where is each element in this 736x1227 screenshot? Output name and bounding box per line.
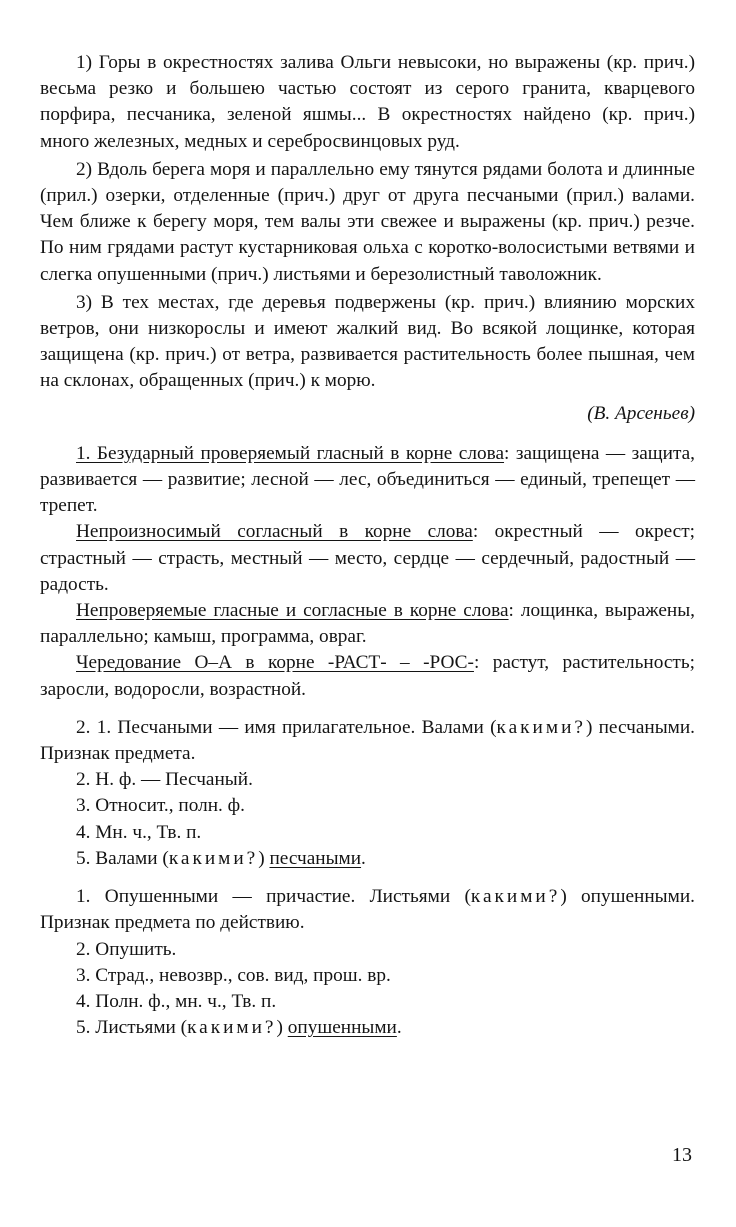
analysis-line: 2. Н. ф. — Песчаный. [76, 769, 253, 791]
analysis-line: 5. Валами (какими?) песчаными. [76, 847, 366, 869]
spelling-rule [40, 650, 695, 702]
rule-title: Чередование О–А в корне -РАСТ- – -РОС- [76, 652, 474, 674]
question-word: какими? [168, 847, 259, 869]
morphological-analysis-adjective [40, 715, 695, 872]
analysis-line: 3. Относит., полн. ф. [76, 795, 245, 817]
spelling-rule [40, 441, 695, 520]
analysis-line: 3. Страд., невозвр., сов. вид, прош. вр. [76, 964, 391, 986]
analysis-line: 1. Опушенными — причастие. Листьями (какими?) опушенными. Признак предмета по действию. [40, 886, 695, 934]
text-paragraph-1: 1) Горы в окрестностях залива Ольги невысоки, но выражены (кр. прич.) весьма резко и большею частью состоят из серого гранита, кварцевого порфира, песчаника, зеленой яшмы... В окрестностях найдено (кр. прич.) много железных, медных и серебросвинцовых руд. [40, 52, 695, 152]
rule-title: 1. Безударный проверяемый гласный в корне слова [76, 442, 505, 464]
question-word: какими? [187, 1017, 277, 1039]
analysis-line: 5. Листьями (какими?) опушенными. [76, 1017, 402, 1039]
analysis-line: 2. Опушить. [76, 938, 177, 960]
spelling-rule [40, 519, 695, 598]
morphological-analysis-participle [40, 884, 695, 1041]
underlined-word: опушенными [287, 1017, 397, 1039]
rule-examples: : окрестный — окрест; страстный — страсть, местный — место, сердце — сердечный, радостный — радость. [40, 521, 695, 595]
text-paragraph-2: 2) Вдоль берега моря и параллельно ему тянутся рядами болота и длинные (прил.) озерки, отделенные (прич.) друг от друга песчаными (прил.) валами. Чем ближе к берегу моря, тем валы эти свежее и выражены (кр. прич.) резче. По ним грядами растут кустарниковая ольха с коротко-волосистыми ветвями и слегка опушенными (прич.) листьями и березолистный таволожник. [40, 158, 695, 285]
rule-title: Непроизносимый согласный в корне слова [76, 521, 473, 543]
analysis-line: 4. Мн. ч., Тв. п. [76, 821, 202, 843]
spelling-rule [40, 598, 695, 650]
underlined-word: песчаными [269, 847, 362, 869]
text-paragraph-3: 3) В тех местах, где деревья подвержены (кр. прич.) влиянию морских ветров, они низкорослы и имеют жалкий вид. Во всякой лощинке, которая защищена (кр. прич.) от ветра, развивается растительность более пышная, чем на склонах, обращенных (прич.) к морю. [40, 291, 695, 392]
page-number: 13 [672, 1144, 692, 1166]
question-word: какими? [470, 886, 561, 908]
analysis-line: 4. Полн. ф., мн. ч., Тв. п. [76, 990, 277, 1012]
rule-examples: : лощинка, выражены, параллельно; камыш, программа, овраг. [40, 600, 695, 648]
analysis-line: 2. 1. Песчаными — имя прилагательное. Валами (какими?) песчаными. Признак предмета. [40, 716, 696, 765]
rule-title: Непроверяемые гласные и согласные в корне слова [76, 600, 509, 622]
question-word: какими? [496, 716, 586, 738]
rule-examples: : растут, растительность; заросли, водоросли, возрастной. [40, 652, 696, 700]
document-page [40, 50, 695, 1041]
author-attribution: (В. Арсеньев) [587, 402, 695, 424]
rule-examples: : защищена — защита, развивается — развитие; лесной — лес, объединиться — единый, трепещет — трепет. [40, 442, 695, 517]
